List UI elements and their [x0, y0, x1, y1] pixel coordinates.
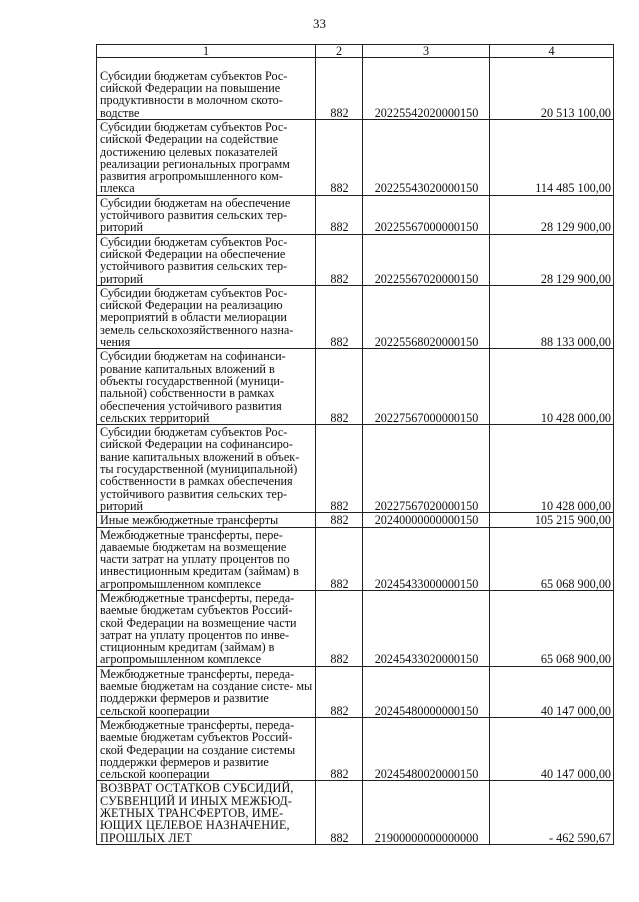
admin-code: 882: [316, 527, 363, 590]
amount: 88 133 000,00: [490, 285, 614, 348]
income-name: Межбюджетные трансферты, переда- ваемые бюджетам субъектов Россий- ской Федерации на создание системы поддержки фермеров и развитие сельской кооперации: [97, 717, 316, 780]
income-name: Иные межбюджетные трансферты: [97, 513, 316, 527]
amount: 40 147 000,00: [490, 717, 614, 780]
budget-revenue-table: [96, 44, 614, 845]
income-name: Субсидии бюджетам субъектов Рос- сийской Федерации на содействие достижению целевых показателей реализации региональных программ развития агропромышленного ком- плекса: [97, 120, 316, 196]
table-row: [97, 234, 614, 285]
classification-code: 20227567020000150: [363, 425, 490, 513]
classification-code: 20225567000000150: [363, 195, 490, 234]
income-name: Субсидии бюджетам на софинанси- рование капитальных вложений в объекты государственной (муници- пальной) собственности в рамках обеспечения устойчивого развития сельских территорий: [97, 349, 316, 425]
amount: 28 129 900,00: [490, 195, 614, 234]
column-header-2: 2: [316, 45, 363, 58]
income-name: Субсидии бюджетам субъектов Рос- сийской Федерации на повышение продуктивности в молочном ското- водстве: [97, 58, 316, 120]
column-header-4: 4: [490, 45, 614, 58]
table-row: [97, 527, 614, 590]
classification-code: 20245480000000150: [363, 666, 490, 717]
amount: 40 147 000,00: [490, 666, 614, 717]
classification-code: 20245433020000150: [363, 590, 490, 666]
admin-code: 882: [316, 120, 363, 196]
amount: 65 068 900,00: [490, 527, 614, 590]
table-row: [97, 781, 614, 844]
amount: 105 215 900,00: [490, 513, 614, 527]
income-name: Межбюджетные трансферты, переда- ваемые бюджетам субъектов Россий- ской Федерации на возмещение части затрат на уплату процентов по инве- стиционным кредитам (займам) в агропромышленном комплексе: [97, 590, 316, 666]
amount: 10 428 000,00: [490, 349, 614, 425]
income-name: Субсидии бюджетам на обеспечение устойчивого развития сельских тер- риторий: [97, 195, 316, 234]
table-row: [97, 285, 614, 348]
admin-code: 882: [316, 58, 363, 120]
table-row: [97, 666, 614, 717]
table-row: [97, 513, 614, 527]
admin-code: 882: [316, 195, 363, 234]
admin-code: 882: [316, 666, 363, 717]
income-name: Межбюджетные трансферты, переда- ваемые бюджетам на создание систе- мы поддержки фермеров и развитие сельской кооперации: [97, 666, 316, 717]
table-row: [97, 717, 614, 780]
table-row: [97, 349, 614, 425]
admin-code: 882: [316, 349, 363, 425]
table-row: [97, 590, 614, 666]
classification-code: 21900000000000000: [363, 781, 490, 844]
amount: 10 428 000,00: [490, 425, 614, 513]
admin-code: 882: [316, 234, 363, 285]
classification-code: 20245480020000150: [363, 717, 490, 780]
page-number: 33: [313, 16, 326, 31]
income-name: Субсидии бюджетам субъектов Рос- сийской Федерации на софинансиро- вание капитальных вложений в объек- ты государственной (муниципальной) собственности в рамках обеспечения устойчивого развития сельских тер- риторий: [97, 425, 316, 513]
column-header-1: 1: [97, 45, 316, 58]
amount: 114 485 100,00: [490, 120, 614, 196]
table-row: [97, 120, 614, 196]
amount: 28 129 900,00: [490, 234, 614, 285]
classification-code: 20225568020000150: [363, 285, 490, 348]
classification-code: 20227567000000150: [363, 349, 490, 425]
income-name: Субсидии бюджетам субъектов Рос- сийской Федерации на обеспечение устойчивого развития сельских тер- риторий: [97, 234, 316, 285]
amount: 20 513 100,00: [490, 58, 614, 120]
classification-code: 20225567020000150: [363, 234, 490, 285]
amount: - 462 590,67: [490, 781, 614, 844]
admin-code: 882: [316, 781, 363, 844]
amount: 65 068 900,00: [490, 590, 614, 666]
table-row: [97, 195, 614, 234]
income-name: Субсидии бюджетам субъектов Рос- сийской Федерации на реализацию мероприятий в области мелиорации земель сельскохозяйственного назна- чения: [97, 285, 316, 348]
admin-code: 882: [316, 285, 363, 348]
admin-code: 882: [316, 590, 363, 666]
classification-code: 20240000000000150: [363, 513, 490, 527]
table-row: [97, 58, 614, 120]
column-header-3: 3: [363, 45, 490, 58]
table-row: [97, 425, 614, 513]
classification-code: 20225543020000150: [363, 120, 490, 196]
classification-code: 20225542020000150: [363, 58, 490, 120]
classification-code: 20245433000000150: [363, 527, 490, 590]
admin-code: 882: [316, 513, 363, 527]
table-header-row: [97, 45, 614, 58]
income-name: Межбюджетные трансферты, пере- даваемые бюджетам на возмещение части затрат на уплату процентов по инвестиционным кредитам (займам) в агропромышленном комплексе: [97, 527, 316, 590]
income-name: ВОЗВРАТ ОСТАТКОВ СУБСИДИЙ, СУБВЕНЦИЙ И ИНЫХ МЕЖБЮД- ЖЕТНЫХ ТРАНСФЕРТОВ, ИМЕ- ЮЩИХ ЦЕЛЕВОЕ НАЗНАЧЕНИЕ, ПРОШЛЫХ ЛЕТ: [97, 781, 316, 844]
admin-code: 882: [316, 717, 363, 780]
admin-code: 882: [316, 425, 363, 513]
